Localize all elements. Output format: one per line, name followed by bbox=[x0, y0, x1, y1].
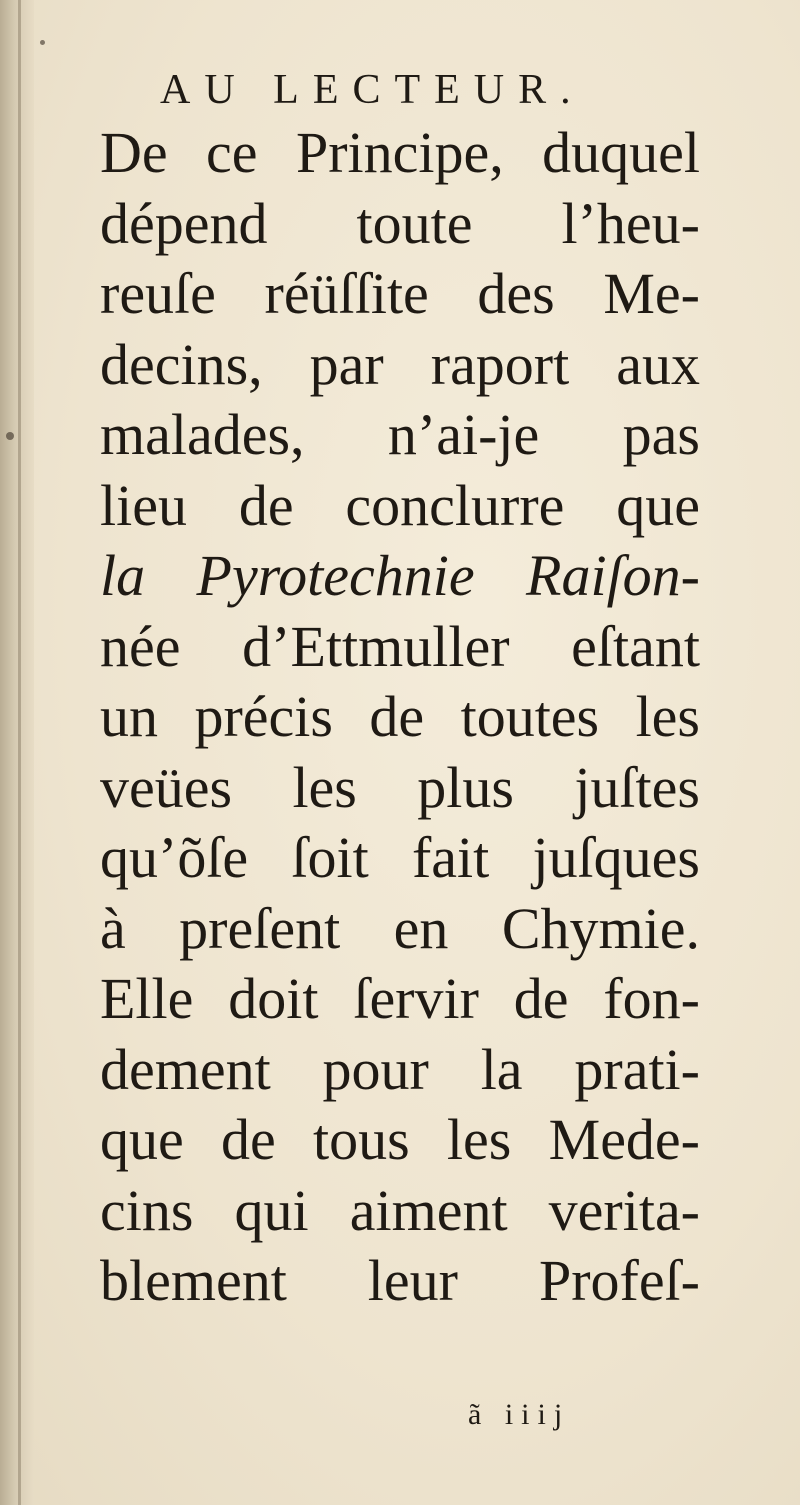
text-line-15: que de tous les Mede- bbox=[100, 1107, 700, 1172]
page-spine-edge bbox=[0, 0, 34, 1505]
text-line-9: un précis de toutes les bbox=[100, 684, 700, 749]
ink-speck bbox=[40, 40, 45, 45]
spine-fold-line bbox=[18, 0, 21, 1505]
text-line-3: reuſe réüſſite des Me- bbox=[100, 261, 700, 326]
text-line-13: Elle doit ſervir de fon- bbox=[100, 966, 700, 1031]
text-line-17: blement leur Profeſ- bbox=[100, 1248, 700, 1313]
text-line-7: la Pyrotechnie Raiſon- bbox=[100, 543, 700, 608]
ink-speck bbox=[6, 432, 14, 440]
text-line-12: à preſent en Chymie. bbox=[100, 895, 700, 961]
text-line-6: lieu de conclurre que bbox=[100, 472, 700, 538]
text-line-4: decins, par raport aux bbox=[100, 331, 700, 397]
text-line-8: née d’Ettmuller eſtant bbox=[100, 613, 700, 679]
text-line-5: malades, n’ai-je pas bbox=[100, 402, 700, 467]
text-line-16: cins qui aiment verita- bbox=[100, 1177, 700, 1243]
body-text-block bbox=[100, 118, 740, 1317]
text-line-11: qu’õſe ſoit fait juſques bbox=[100, 825, 700, 890]
signature-mark: ã iiij bbox=[468, 1398, 571, 1431]
text-line-10: veües les plus juſtes bbox=[100, 754, 700, 820]
text-line-2: dépend toute l’heu- bbox=[100, 190, 700, 256]
text-line-14: dement pour la prati- bbox=[100, 1036, 700, 1102]
text-line-1: De ce Principe, duquel bbox=[100, 120, 700, 185]
page-header-title: AU LECTEUR. bbox=[160, 67, 585, 113]
